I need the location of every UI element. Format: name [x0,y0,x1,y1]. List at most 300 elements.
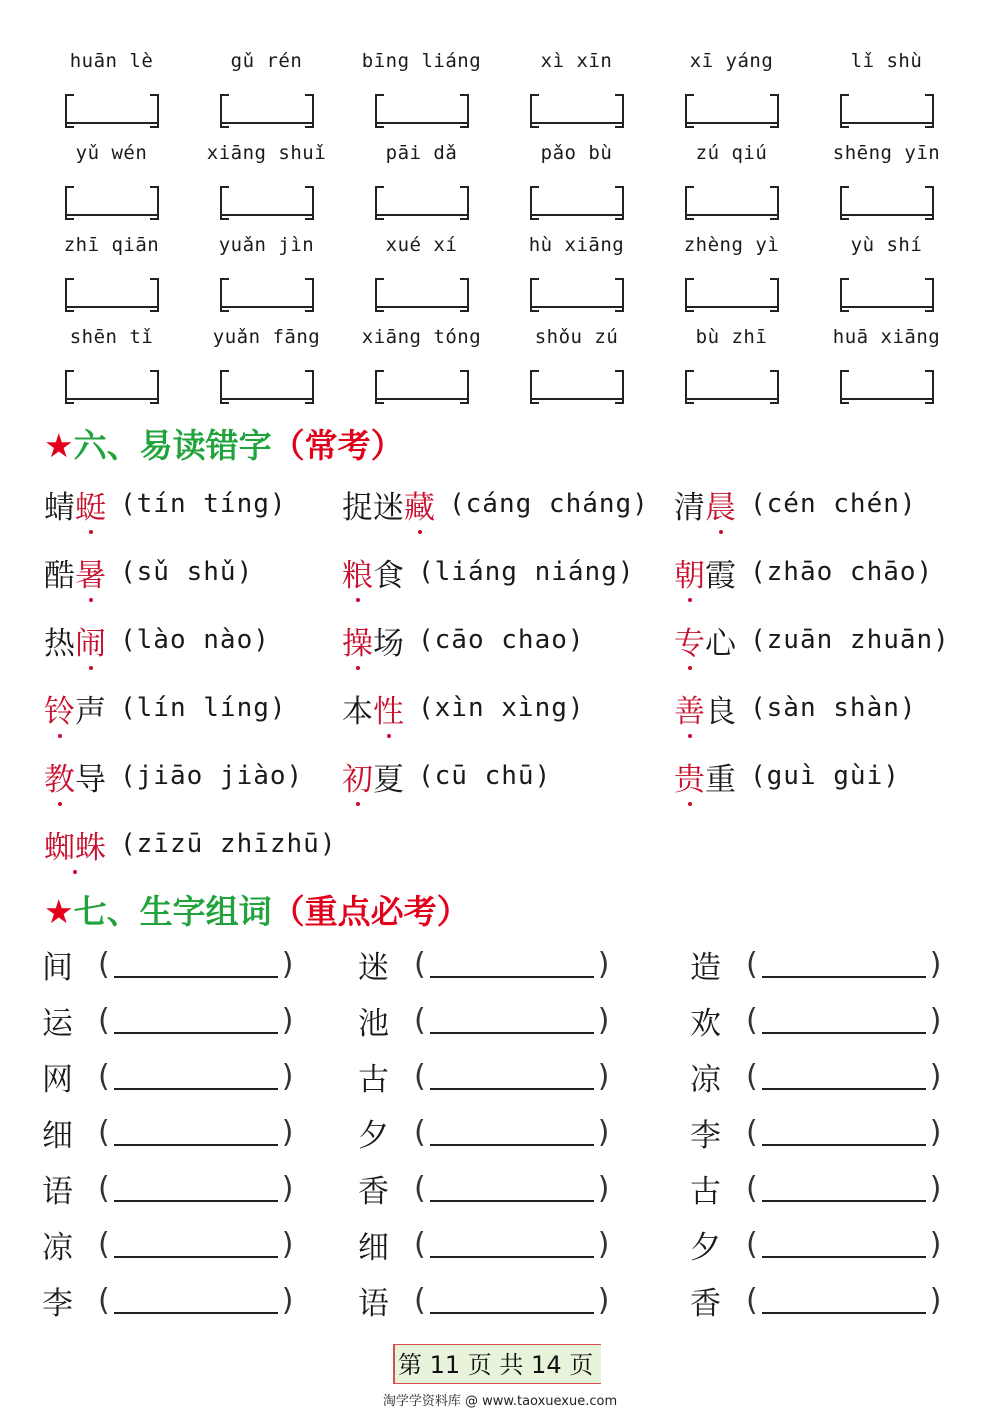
word-prefix: 蜻 [44,489,75,526]
pinyin-options: (xìn xìng) [418,693,585,723]
paren-right: ) [929,1282,942,1318]
answer-box[interactable] [220,370,314,400]
answer-box[interactable] [530,370,624,400]
paren-right: ) [597,1282,610,1318]
answer-box[interactable] [840,370,934,400]
source-character: 细 [42,1117,73,1154]
pinyin-label: gǔ rén [230,50,303,72]
misread-item [342,754,674,799]
misread-row [44,742,974,810]
paren-left: ( [98,1226,110,1262]
pinyin-label: xì xīn [540,50,613,72]
answer-box[interactable] [840,186,934,216]
bracket-right [925,186,934,220]
bracket-right [770,186,779,220]
highlighted-character: 藏 [404,489,435,526]
misread-row [44,470,974,538]
pinyin-options: (guì gùi) [750,761,900,791]
pinyin-cell [34,318,189,410]
answer-blank[interactable] [414,1283,609,1318]
word-building-item [42,1278,358,1323]
word-building-item [42,1110,358,1155]
answer-box[interactable] [685,186,779,216]
highlighted-character: 铃 [44,693,75,730]
answer-line [430,950,594,978]
paren-left: ( [414,1282,426,1318]
word [342,550,404,595]
pinyin-label: yù shí [850,234,923,256]
misread-item [44,482,342,527]
answer-blank[interactable] [746,1171,941,1206]
pinyin-cell [344,42,499,134]
answer-line [840,122,934,124]
pinyin-row [34,226,964,318]
pinyin-options: (sàn shàn) [750,693,917,723]
pinyin-label: shēn tǐ [69,326,154,348]
pinyin-cell [344,226,499,318]
paren-left: ( [746,946,758,982]
highlighted-character: 蜘蛛 [44,829,106,866]
bracket-right [615,186,624,220]
answer-line [685,214,779,216]
paren-left: ( [746,1058,758,1094]
pinyin-cell [654,318,809,410]
word [44,550,106,595]
word-building-section [42,936,972,1328]
word-prefix: 酷 [44,557,75,594]
word-building-item [358,1222,690,1267]
highlighted-character: 暑 [75,557,106,594]
answer-box[interactable] [65,186,159,216]
word-prefix: 捉迷 [342,489,404,526]
paren-left: ( [746,1282,758,1318]
pinyin-row [34,42,964,134]
answer-line [530,214,624,216]
answer-line [430,1230,594,1258]
pinyin-cell [499,226,654,318]
misread-characters-section [44,470,974,878]
pinyin-cell [654,134,809,226]
source-character: 网 [42,1061,73,1098]
section-6-heading [44,420,404,467]
word-building-item [690,1054,972,1099]
paren-left: ( [746,1226,758,1262]
source-character: 间 [42,949,73,986]
source-character: 语 [358,1285,389,1322]
pinyin-label: yuǎn fāng [212,326,321,348]
answer-blank[interactable] [414,1227,609,1262]
answer-blank[interactable] [98,1059,293,1094]
misread-item [44,822,342,867]
answer-box[interactable] [65,94,159,124]
source-character: 迷 [358,949,389,986]
answer-box[interactable] [65,370,159,400]
source-character: 欢 [690,1005,721,1042]
misread-item [342,686,674,731]
paren-left: ( [98,1170,110,1206]
word-building-item [42,942,358,987]
answer-blank[interactable] [746,1227,941,1262]
pinyin-cell [499,318,654,410]
answer-box[interactable] [375,370,469,400]
answer-line [65,122,159,124]
answer-box[interactable] [220,186,314,216]
paren-left: ( [746,1170,758,1206]
word-suffix: 声 [75,693,106,730]
bracket-right [460,370,469,404]
bracket-right [615,278,624,312]
source-character: 凉 [42,1229,73,1266]
word-building-row [42,1104,972,1160]
bracket-right [615,94,624,128]
answer-line [685,398,779,400]
paren-right: ) [597,946,610,982]
misread-item [342,482,674,527]
source-character: 李 [42,1285,73,1322]
pinyin-label: zú qiú [695,142,768,164]
pinyin-label: pāi dǎ [385,142,458,164]
word [342,482,435,527]
answer-line [375,122,469,124]
misread-item [44,618,342,663]
word-suffix: 霞 [705,557,736,594]
word-building-item [42,1166,358,1211]
answer-blank[interactable] [414,1003,609,1038]
paren-left: ( [414,1002,426,1038]
word-prefix: 本 [342,693,373,730]
pinyin-options: (lào nào) [120,625,270,655]
answer-line [220,122,314,124]
answer-line [65,214,159,216]
answer-line [840,214,934,216]
star-icon: ★ [44,426,74,465]
highlighted-character: 性 [373,693,404,730]
answer-box[interactable] [65,278,159,308]
answer-line [220,398,314,400]
answer-line [762,1230,926,1258]
source-character: 古 [358,1061,389,1098]
misread-row [44,538,974,606]
pinyin-cell [189,226,344,318]
highlighted-character: 教 [44,761,75,798]
pinyin-cell [34,134,189,226]
answer-line [840,306,934,308]
word-building-item [358,1166,690,1211]
word-building-item [690,1166,972,1211]
paren-right: ) [281,1226,294,1262]
answer-line [114,1230,278,1258]
word-building-item [42,1222,358,1267]
pinyin-label: huān lè [69,50,154,72]
answer-blank[interactable] [98,1115,293,1150]
source-character: 夕 [358,1117,389,1154]
pinyin-options: (cén chén) [750,489,917,519]
answer-blank[interactable] [98,1171,293,1206]
pinyin-row [34,134,964,226]
word-suffix: 夏 [373,761,404,798]
word [44,482,106,527]
answer-blank[interactable] [746,1115,941,1150]
paren-right: ) [929,1170,942,1206]
paren-right: ) [597,1058,610,1094]
pinyin-options: (zuān zhuān) [750,625,950,655]
paren-right: ) [281,946,294,982]
word-building-item [690,998,972,1043]
highlighted-character: 善 [674,693,705,730]
word-building-row [42,1272,972,1328]
answer-line [375,306,469,308]
pinyin-label: yǔ wén [75,142,148,164]
misread-item [674,482,974,527]
answer-line [114,1062,278,1090]
answer-line [220,214,314,216]
bracket-right [770,94,779,128]
word-building-item [690,1278,972,1323]
word [342,686,404,731]
pinyin-label: xiāng shuǐ [206,142,327,164]
answer-line [762,1118,926,1146]
answer-line [762,1174,926,1202]
pinyin-label: lǐ shù [850,50,923,72]
word [44,754,106,799]
misread-item [44,686,342,731]
highlighted-character: 操 [342,625,373,662]
answer-blank[interactable] [746,1059,941,1094]
paren-right: ) [929,1002,942,1038]
word-building-row [42,936,972,992]
answer-line [375,398,469,400]
paren-left: ( [98,946,110,982]
pinyin-cell [499,42,654,134]
pinyin-cell [189,42,344,134]
pinyin-label: shēng yīn [832,142,941,164]
highlighted-character: 初 [342,761,373,798]
bracket-right [460,94,469,128]
word [674,618,736,663]
answer-box[interactable] [530,186,624,216]
answer-line [840,398,934,400]
paren-right: ) [929,1114,942,1150]
misread-item [674,550,974,595]
word-building-item [690,942,972,987]
misread-item [674,618,974,663]
answer-blank[interactable] [98,947,293,982]
paren-right: ) [597,1170,610,1206]
pinyin-label: bīng liáng [361,50,482,72]
bracket-right [770,278,779,312]
source-character: 细 [358,1229,389,1266]
answer-box[interactable] [840,278,934,308]
source-character: 语 [42,1173,73,1210]
paren-right: ) [597,1002,610,1038]
answer-box[interactable] [375,278,469,308]
pinyin-label: shǒu zú [534,326,619,348]
pinyin-label: huā xiāng [832,326,941,348]
word [44,618,106,663]
pinyin-label: zhèng yì [683,234,780,256]
word [44,822,106,867]
highlighted-character: 粮 [342,557,373,594]
answer-blank[interactable] [746,1003,941,1038]
word-building-row [42,992,972,1048]
pinyin-options: (liáng niáng) [418,557,635,587]
answer-box[interactable] [220,94,314,124]
paren-right: ) [281,1058,294,1094]
answer-box[interactable] [375,94,469,124]
paren-left: ( [414,946,426,982]
bracket-right [770,370,779,404]
answer-line [114,1006,278,1034]
answer-blank[interactable] [746,1283,941,1318]
paren-right: ) [929,1226,942,1262]
pinyin-cell [34,226,189,318]
answer-box[interactable] [685,278,779,308]
pinyin-cell [809,226,964,318]
pinyin-cell [809,134,964,226]
highlighted-character: 贵 [674,761,705,798]
answer-box[interactable] [220,278,314,308]
pinyin-cell [344,134,499,226]
pinyin-label: hù xiāng [528,234,625,256]
source-character: 古 [690,1173,721,1210]
source-character: 夕 [690,1229,721,1266]
pinyin-options: (zīzū zhīzhū) [120,829,337,859]
paren-right: ) [929,1058,942,1094]
pinyin-cell [809,42,964,134]
pinyin-cell [34,42,189,134]
star-icon: ★ [44,892,74,931]
word-building-item [358,1110,690,1155]
pinyin-label: xué xí [385,234,458,256]
pinyin-cell [499,134,654,226]
word-suffix: 心 [705,625,736,662]
answer-line [685,122,779,124]
answer-line [762,1006,926,1034]
paren-right: ) [281,1170,294,1206]
answer-blank[interactable] [414,1115,609,1150]
word-prefix: 清 [674,489,705,526]
misread-item [44,754,342,799]
misread-item [674,686,974,731]
answer-line [685,306,779,308]
paren-right: ) [597,1226,610,1262]
source-character: 香 [358,1173,389,1210]
pinyin-options: (tín tíng) [120,489,287,519]
bracket-right [460,186,469,220]
section-6-tag: （常考） [271,426,404,465]
pinyin-options: (lín líng) [120,693,287,723]
bracket-right [615,370,624,404]
answer-box[interactable] [840,94,934,124]
answer-line [530,122,624,124]
answer-blank[interactable] [98,1227,293,1262]
pinyin-label: yuǎn jìn [218,234,315,256]
answer-line [762,950,926,978]
misread-item [44,550,342,595]
answer-box[interactable] [685,94,779,124]
bracket-right [305,370,314,404]
source-character: 香 [690,1285,721,1322]
pinyin-label: pǎo bù [540,142,613,164]
bracket-right [150,186,159,220]
misread-item [342,550,674,595]
source-character: 李 [690,1117,721,1154]
answer-blank[interactable] [98,1283,293,1318]
paren-left: ( [414,1170,426,1206]
section-6-title: 六、易读错字 [73,426,272,465]
word-building-item [358,998,690,1043]
answer-blank[interactable] [98,1003,293,1038]
word-suffix: 重 [705,761,736,798]
section-7-heading [44,886,470,933]
word [44,686,106,731]
source-character: 凉 [690,1061,721,1098]
answer-blank[interactable] [746,947,941,982]
highlighted-character: 朝 [674,557,705,594]
pinyin-options: (cāo chao) [418,625,585,655]
word-building-item [358,1054,690,1099]
answer-box[interactable] [375,186,469,216]
word-suffix: 食 [373,557,404,594]
misread-row [44,606,974,674]
pinyin-cell [344,318,499,410]
bracket-right [925,370,934,404]
answer-line [114,1118,278,1146]
answer-line [430,1286,594,1314]
paren-right: ) [281,1114,294,1150]
word-building-item [358,942,690,987]
paren-left: ( [746,1002,758,1038]
section-7-tag: （重点必考） [271,892,470,931]
pinyin-cell [809,318,964,410]
highlighted-character: 闹 [75,625,106,662]
pinyin-cell [189,318,344,410]
bracket-right [150,94,159,128]
answer-line [114,1174,278,1202]
answer-blank[interactable] [414,1059,609,1094]
misread-item [674,754,974,799]
answer-box[interactable] [530,278,624,308]
word [342,754,404,799]
paren-left: ( [98,1058,110,1094]
answer-line [114,1286,278,1314]
answer-blank[interactable] [414,947,609,982]
paren-left: ( [746,1114,758,1150]
pinyin-options: (jiāo jiào) [120,761,304,791]
answer-box[interactable] [530,94,624,124]
paren-left: ( [414,1114,426,1150]
word-building-item [690,1222,972,1267]
answer-box[interactable] [685,370,779,400]
word [674,754,736,799]
word-building-item [42,998,358,1043]
answer-line [375,214,469,216]
word-prefix: 热 [44,625,75,662]
pinyin-label: bù zhī [695,326,768,348]
site-watermark: 淘学学资料库 @ www.taoxuexue.com [382,1394,618,1409]
word [674,550,736,595]
answer-blank[interactable] [414,1171,609,1206]
pinyin-options: (zhāo chāo) [750,557,934,587]
answer-line [530,398,624,400]
bracket-right [305,94,314,128]
misread-row [44,810,974,878]
source-character: 造 [690,949,721,986]
word [342,618,404,663]
word-suffix: 良 [705,693,736,730]
source-character: 运 [42,1005,73,1042]
paren-right: ) [597,1114,610,1150]
